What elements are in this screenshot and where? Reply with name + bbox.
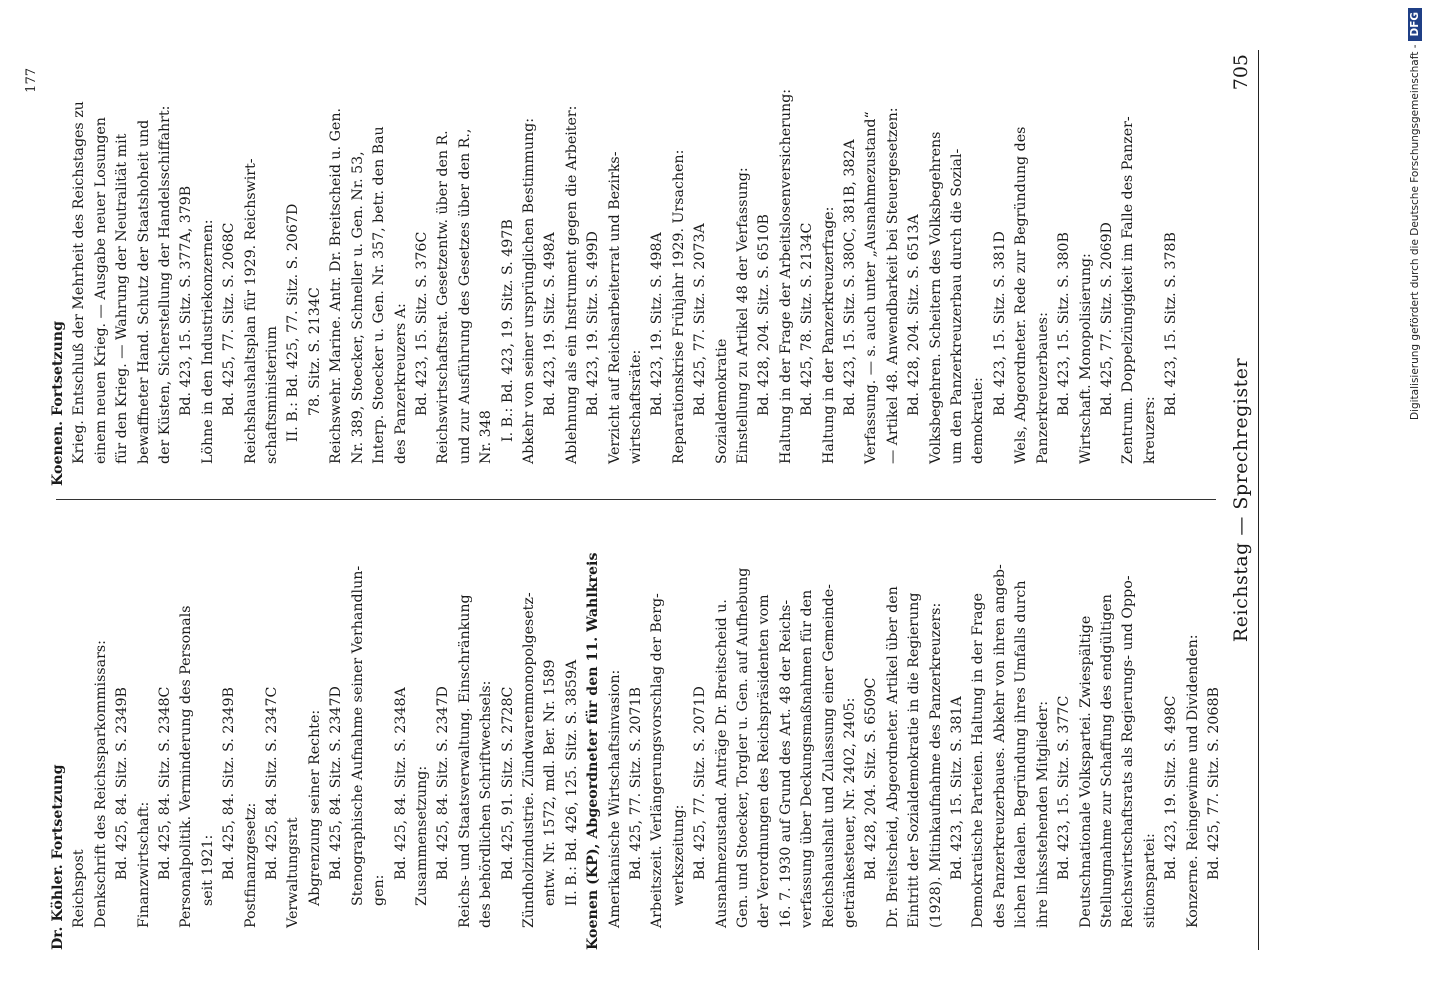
register-line: Reparationskrise Frühjahr 1929. Ursachen: bbox=[670, 149, 687, 464]
register-line: Bd. 425, 84. Sitz. S. 2348A bbox=[392, 687, 409, 880]
register-line: Bd. 425, 84. Sitz. S. 2349B bbox=[221, 687, 238, 880]
register-line: Bd. 423, 19. Sitz. S. 498C bbox=[1163, 695, 1180, 880]
register-line: lichen Idealen. Begründung ihres Umfalls durch bbox=[1013, 580, 1030, 928]
register-line: Zündholzindustrie. Zündwarenmonopolgesetz- bbox=[520, 592, 537, 928]
dfg-logo: DFG bbox=[1408, 8, 1422, 41]
register-line: Bd. 423, 15. Sitz. S. 380B bbox=[1056, 232, 1073, 416]
register-line: der Küsten, Sicherstellung der Handelsschiffahrt: bbox=[157, 105, 174, 464]
register-line: (1928). Mitinkaufnahme des Panzerkreuzers: bbox=[927, 602, 944, 928]
register-line: Bd. 423, 19. Sitz. S. 498A bbox=[542, 232, 559, 416]
register-line: Bd. 423, 19. Sitz. S. 498A bbox=[649, 232, 666, 416]
register-line: Bd. 423, 15. Sitz. S. 380C, 381B, 382A bbox=[842, 139, 859, 416]
register-line: Finanzwirtschaft: bbox=[135, 801, 152, 928]
page-number: 705 bbox=[1230, 54, 1252, 91]
register-line: Ausnahmezustand. Anträge Dr. Breitscheid u. bbox=[713, 599, 730, 928]
register-line: Eintritt der Sozialdemokratie in die Regierung bbox=[906, 592, 923, 928]
register-line: Denkschrift des Reichssparkommissars: bbox=[92, 640, 109, 928]
register-line: Haltung in der Panzerkreuzerfrage: bbox=[820, 206, 837, 464]
register-line: Bd. 425, 84. Sitz. S. 2347D bbox=[328, 686, 345, 880]
left-column bbox=[48, 514, 1222, 950]
register-line: Reichshaushalt und Zulassung einer Gemeinde- bbox=[820, 584, 837, 928]
register-line: Reichswirtschaftsrats als Regierungs- und Oppo- bbox=[1120, 575, 1137, 928]
register-line: 78. Sitz. S. 2134C bbox=[306, 287, 323, 416]
register-line: der Verordnungen des Reichspräsidenten vom bbox=[756, 594, 773, 928]
register-line: Ablehnung als ein Instrument gegen die Arbeiter: bbox=[563, 105, 580, 464]
page-header bbox=[1226, 50, 1259, 950]
register-line: um den Panzerkreuzerbau durch die Sozial- bbox=[949, 148, 966, 464]
register-line: I. B.: Bd. 423, 19. Sitz. S. 497B bbox=[499, 219, 516, 442]
register-line: wirtschaftsräte: bbox=[627, 349, 644, 464]
register-entry-name: Koenen (KP), Abgeordneter für den 11. Wahlkreis bbox=[585, 552, 602, 950]
register-line: Bd. 423, 19. Sitz. S. 499D bbox=[585, 231, 602, 416]
register-line: Bd. 425, 78. Sitz. S. 2134C bbox=[799, 222, 816, 416]
register-line: sitionspartei: bbox=[1141, 833, 1158, 928]
register-line: seit 1921: bbox=[199, 834, 216, 906]
register-line: Reichs- und Staatsverwaltung. Einschränkung bbox=[456, 594, 473, 928]
register-line: Bd. 425, 84. Sitz. S. 2347C bbox=[264, 686, 281, 880]
register-line: Abgrenzung seiner Rechte: bbox=[306, 709, 323, 906]
register-line: Personalpolitik. Verminderung des Personals bbox=[178, 605, 195, 928]
running-head: Reichstag — Sprechregister bbox=[1230, 357, 1252, 643]
register-line: Bd. 423, 15. Sitz. S. 381A bbox=[949, 696, 966, 880]
register-line: demokratie: bbox=[970, 377, 987, 464]
register-line: Bd. 428, 204. Sitz. S. 6513A bbox=[906, 214, 923, 416]
register-line: schaftsministerium bbox=[264, 325, 281, 464]
register-line: Demokratische Parteien. Haltung in der Frage bbox=[970, 593, 987, 928]
register-line: Wirtschaft. Monopolisierung: bbox=[1077, 253, 1094, 464]
register-line: Bd. 425, 77. Sitz. S. 2068B bbox=[1205, 687, 1222, 880]
register-line: Interp. Stoecker u. Gen. Nr. 357, betr. den Bau bbox=[371, 126, 388, 464]
register-line: Deutschnationale Volkspartei. Zwiespältige bbox=[1077, 615, 1094, 928]
register-line: Löhne in den Industriekonzernen: bbox=[199, 219, 216, 464]
register-line: Gen. und Stoecker, Torgler u. Gen. auf Aufhebung bbox=[735, 567, 751, 928]
register-line: Bd. 423, 15. Sitz. S. 377C bbox=[1056, 695, 1073, 880]
register-line: Bd. 423, 15. Sitz. S. 381D bbox=[991, 231, 1008, 416]
register-line: Bd. 423, 15. Sitz. S. 377A, 379B bbox=[178, 185, 195, 416]
digitization-notice bbox=[1403, 8, 1427, 992]
register-line: Arbeitszeit. Verlängerungsvorschlag der Berg- bbox=[649, 593, 666, 928]
register-line: Abkehr von seiner ursprünglichen Bestimmung: bbox=[520, 117, 537, 464]
register-line: Sozialdemokratie bbox=[713, 338, 730, 464]
register-line: Zentrum. Doppelzüngigkeit im Falle des Panzer- bbox=[1120, 116, 1137, 464]
register-line: Bd. 428, 204. Sitz. S. 6510B bbox=[756, 214, 773, 416]
register-line: Stellungnahme zur Schaffung des endgültigen bbox=[1098, 594, 1115, 928]
register-line: Amerikanische Wirtschaftsinvasion: bbox=[606, 669, 623, 928]
register-line: Einstellung zu Artikel 48 der Verfassung: bbox=[735, 167, 751, 464]
register-line: Bd. 425, 77. Sitz. S. 2071B bbox=[627, 687, 644, 880]
register-line: Dr. Breitscheid, Abgeordneter. Artikel über den bbox=[884, 586, 901, 928]
register-line: des Panzerkreuzers A: bbox=[392, 303, 409, 464]
register-line: Haltung in der Frage der Arbeitslosenversicherung: bbox=[777, 88, 794, 464]
register-line: 16. 7. 1930 auf Grund des Art. 48 der Reichs- bbox=[777, 599, 794, 928]
register-line: Wels, Abgeordneter. Rede zur Begründung des bbox=[1013, 126, 1030, 464]
register-line: Reichswehr. Marine. Antr. Dr. Breitscheid u. Gen. bbox=[328, 108, 345, 464]
register-line: Zusammensetzung: bbox=[413, 765, 430, 906]
register-line: Bd. 425, 77. Sitz. S. 2068C bbox=[221, 222, 238, 416]
footer-page-number: 177 bbox=[24, 68, 39, 93]
register-line: des Panzerkreuzerbaues. Abkehr von ihren angeb- bbox=[991, 564, 1008, 928]
register-line: Bd. 423, 15. Sitz. S. 378B bbox=[1163, 232, 1180, 416]
register-line: Verwaltungsrat bbox=[285, 817, 302, 928]
register-line: verfassung über Deckungsmaßnahmen für den bbox=[799, 589, 816, 928]
register-line: Postfinanzgesetz: bbox=[242, 802, 259, 928]
register-line: gen: bbox=[371, 874, 388, 906]
register-line: II. B.: Bd. 425, 77. Sitz. S. 2067D bbox=[285, 203, 302, 442]
register-line: Stenographische Aufnahme seiner Verhandlun- bbox=[349, 565, 366, 906]
register-line: Panzerkreuzerbaues: bbox=[1034, 312, 1051, 464]
register-line: II. B.: Bd. 426, 125. Sitz. S. 3859A bbox=[563, 659, 580, 906]
register-line: Reichswirtschaftsrat. Gesetzentw. über den R. bbox=[435, 130, 452, 464]
register-line: bewaffneter Hand. Schutz der Staatshoheit und bbox=[135, 119, 152, 464]
register-line: Verfassung. — s. auch unter „Ausnahmezustand“ bbox=[863, 111, 880, 464]
register-line: Verzicht auf Reichsarbeiterrat und Bezirks- bbox=[606, 151, 623, 464]
column-divider bbox=[56, 499, 1216, 500]
register-line: kreuzers: bbox=[1141, 396, 1158, 464]
register-line: Reichshaushaltsplan für 1929. Reichswirt- bbox=[242, 158, 259, 464]
register-line: entw. Nr. 1572, mdl. Ber. Nr. 1589 bbox=[542, 659, 559, 906]
register-line: Bd. 425, 77. Sitz. S. 2069D bbox=[1098, 222, 1115, 416]
register-line: werkszeitung: bbox=[670, 804, 687, 906]
register-line: Bd. 425, 91. Sitz. S. 2728C bbox=[499, 686, 516, 880]
register-line: Nr. 348 bbox=[478, 410, 495, 464]
register-line: — Artikel 48. Anwendbarkeit bei Steuergesetzen: bbox=[884, 107, 901, 464]
register-line: Konzerne. Reingewinne und Dividenden: bbox=[1184, 634, 1201, 928]
right-column bbox=[48, 50, 1216, 486]
register-line: Bd. 425, 84. Sitz. S. 2348C bbox=[157, 686, 174, 880]
register-line: Bd. 428, 204. Sitz. S. 6509C bbox=[863, 677, 880, 880]
register-entry-name: Dr. Köhler. Fortsetzung bbox=[50, 764, 66, 950]
register-line: Bd. 425, 84. Sitz. S. 2349B bbox=[114, 687, 131, 880]
register-line: einem neuen Krieg. — Ausgabe neuer Losungen bbox=[92, 117, 109, 464]
register-line: Reichspost bbox=[71, 849, 88, 928]
register-line: Bd. 423, 15. Sitz. S. 376C bbox=[413, 231, 430, 416]
register-line: Bd. 425, 84. Sitz. S. 2347D bbox=[435, 686, 452, 880]
register-line: des behördlichen Schriftwechsels: bbox=[478, 680, 495, 928]
register-line: ihre linksstehenden Mitglieder: bbox=[1034, 701, 1051, 928]
rotated-page bbox=[24, 50, 1308, 950]
register-line: Bd. 425, 77. Sitz. S. 2071D bbox=[692, 686, 709, 880]
register-line: getränkesteuer, Nr. 2402, 2405: bbox=[842, 697, 859, 928]
register-line: und zur Ausführung des Gesetzes über den R., bbox=[456, 128, 473, 464]
digitization-notice-text: Digitalisierung gefördert durch die Deutsche Forschungsgemeinschaft - bbox=[1409, 44, 1421, 421]
register-entry-name: Koenen. Fortsetzung bbox=[50, 320, 66, 486]
register-line: für den Krieg. — Wahrung der Neutralität mit bbox=[114, 133, 131, 464]
register-line: Volksbegehren. Scheitern des Volksbegehrens bbox=[927, 131, 944, 464]
register-line: Krieg. Entschluß der Mehrheit des Reichstages zu bbox=[71, 101, 88, 464]
register-line: Nr. 389, Stoecker, Schneller u. Gen. Nr. 53, bbox=[349, 151, 366, 464]
register-line: Bd. 425, 77. Sitz. S. 2073A bbox=[692, 223, 709, 416]
